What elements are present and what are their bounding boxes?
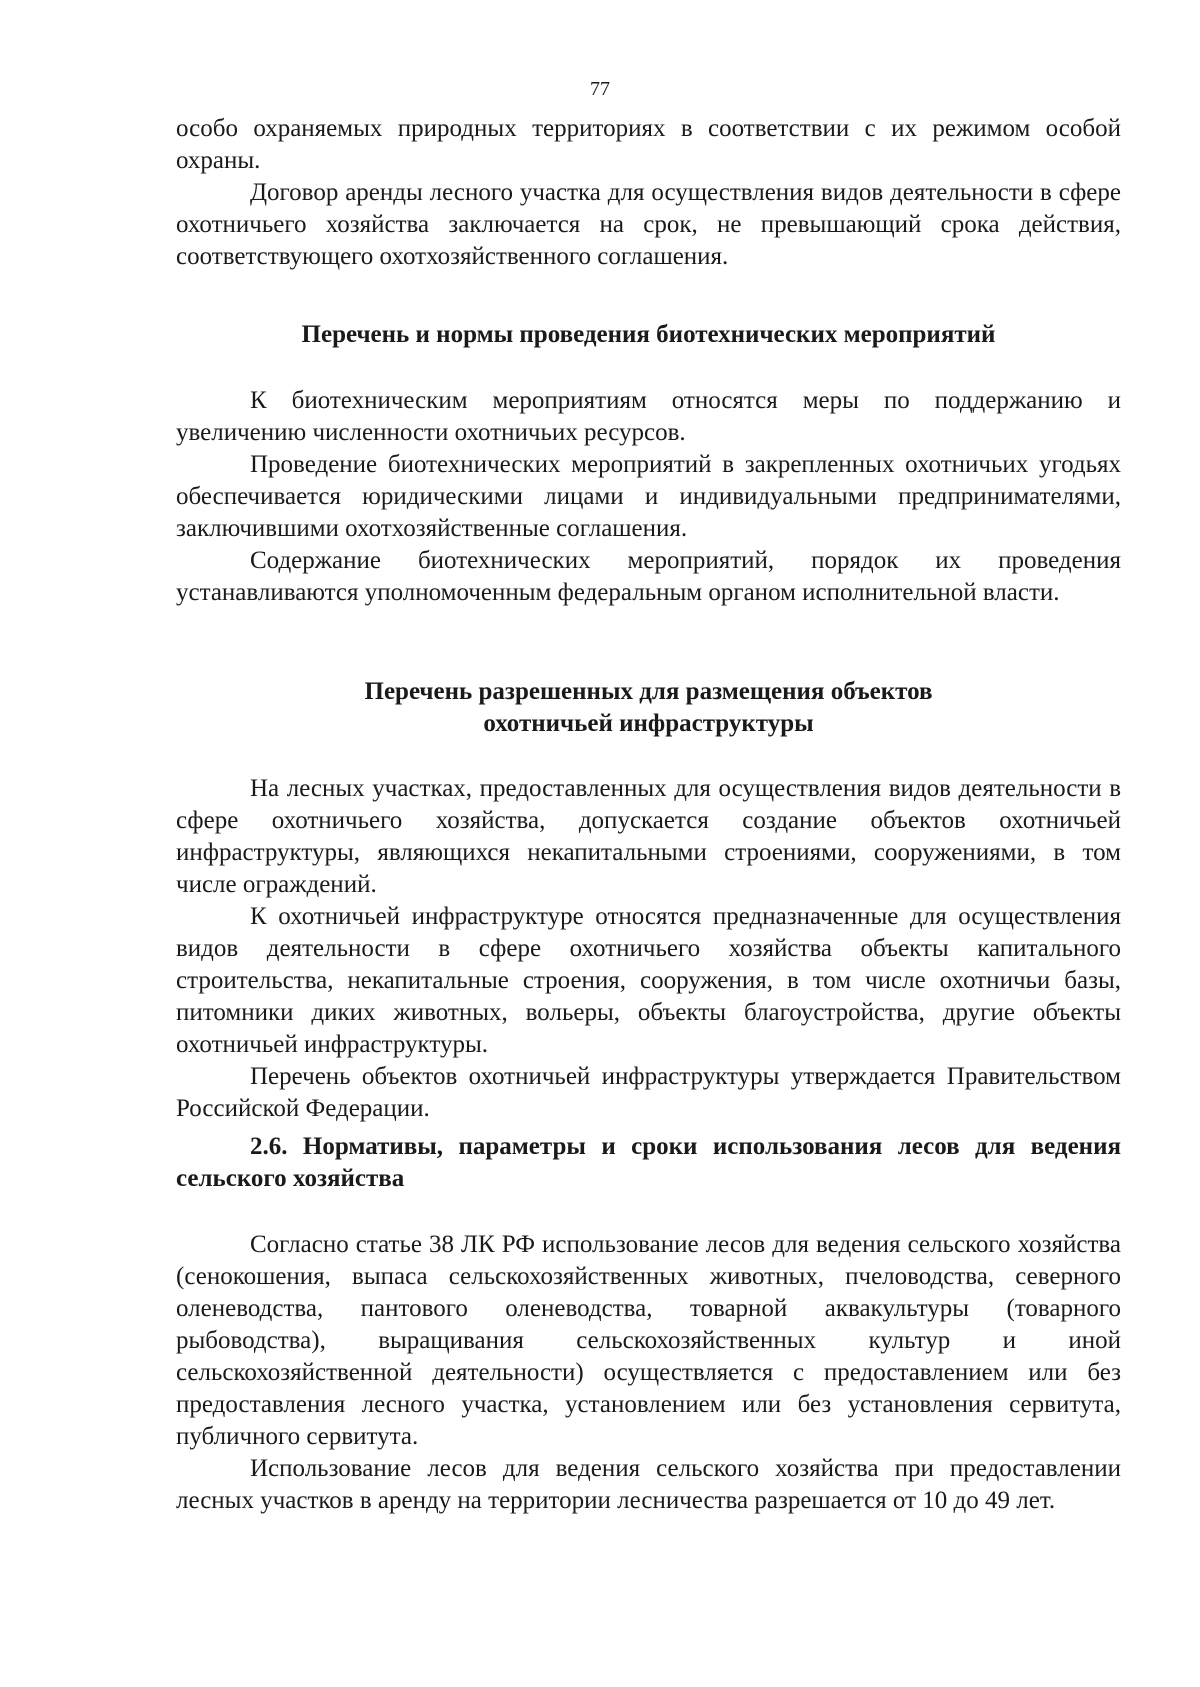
paragraph-intro-1: особо охраняемых природных территориях в соответствии с их режимом особой охраны. xyxy=(176,115,1121,174)
section-biotech-body xyxy=(176,385,1121,609)
section-biotech xyxy=(176,319,1121,351)
paragraph-biotech-2: Проведение биотехнических мероприятий в закрепленных охотничьих угодьях обеспечивается юридическими лицами и индивидуальными предпринимателями, заключившими охотхозяйственные соглашения. xyxy=(176,451,1121,542)
section-title-line-2: охотничьей инфраструктуры xyxy=(483,710,814,737)
section-infrastructure-body xyxy=(176,773,1121,1125)
intro-block xyxy=(176,113,1121,273)
paragraph-intro-2: Договор аренды лесного участка для осуществления видов деятельности в сфере охотничьего хозяйства заключается на срок, не превышающий срока действия, соответствующего охотхозяйственного соглашения. xyxy=(176,179,1121,270)
section-agriculture-body xyxy=(176,1229,1121,1517)
section-agriculture xyxy=(176,1131,1121,1195)
paragraph-agri-1: Согласно статье 38 ЛК РФ использование лесов для ведения сельского хозяйства (сенокошения, выпаса сельскохозяйственных животных, пчеловодства, северного оленеводства, пантового оленеводства, товарной аквакультуры (товарного рыбоводства), выращивания сельскохозяйственных культур и иной сельскохозяйственной деятельности) осуществляется с предоставлением или без предоставления лесного участка, установлением или без установления сервитута, публичного сервитута. xyxy=(176,1231,1121,1450)
paragraph-agri-2: Использование лесов для ведения сельского хозяйства при предоставлении лесных участков в аренду на территории лесничества разрешается от 10 до 49 лет. xyxy=(176,1455,1121,1514)
paragraph-biotech-3: Содержание биотехнических мероприятий, порядок их проведения устанавливаются уполномоченным федеральным органом исполнительной власти. xyxy=(176,547,1121,606)
section-infrastructure xyxy=(176,676,1121,740)
paragraph-infra-2: К охотничьей инфраструктуре относятся предназначенные для осуществления видов деятельности в сфере охотничьего хозяйства объекты капитального строительства, некапитальные строения, сооружения, в том числе охотничьи базы, питомники диких животных, вольеры, объекты благоустройства, другие объекты охотничьей инфраструктуры. xyxy=(176,903,1121,1058)
paragraph-biotech-1: К биотехническим мероприятиям относятся меры по поддержанию и увеличению численности охотничьих ресурсов. xyxy=(176,387,1121,446)
paragraph-infra-1: На лесных участках, предоставленных для осуществления видов деятельности в сфере охотничьего хозяйства, допускается создание объектов охотничьей инфраструктуры, являющихся некапитальными строениями, сооружениями, в том числе ограждений. xyxy=(176,775,1121,898)
page-number: 77 xyxy=(590,78,610,100)
paragraph-infra-3: Перечень объектов охотничьей инфраструктуры утверждается Правительством Российской Федерации. xyxy=(176,1063,1121,1122)
section-title-line-1: Перечень разрешенных для размещения объектов xyxy=(364,678,933,705)
section-title-infrastructure xyxy=(176,676,1121,740)
section-title-agriculture: 2.6. Нормативы, параметры и сроки использования лесов для ведения сельского хозяйства xyxy=(176,1133,1121,1192)
section-title-biotech: Перечень и нормы проведения биотехнических мероприятий xyxy=(301,321,996,348)
